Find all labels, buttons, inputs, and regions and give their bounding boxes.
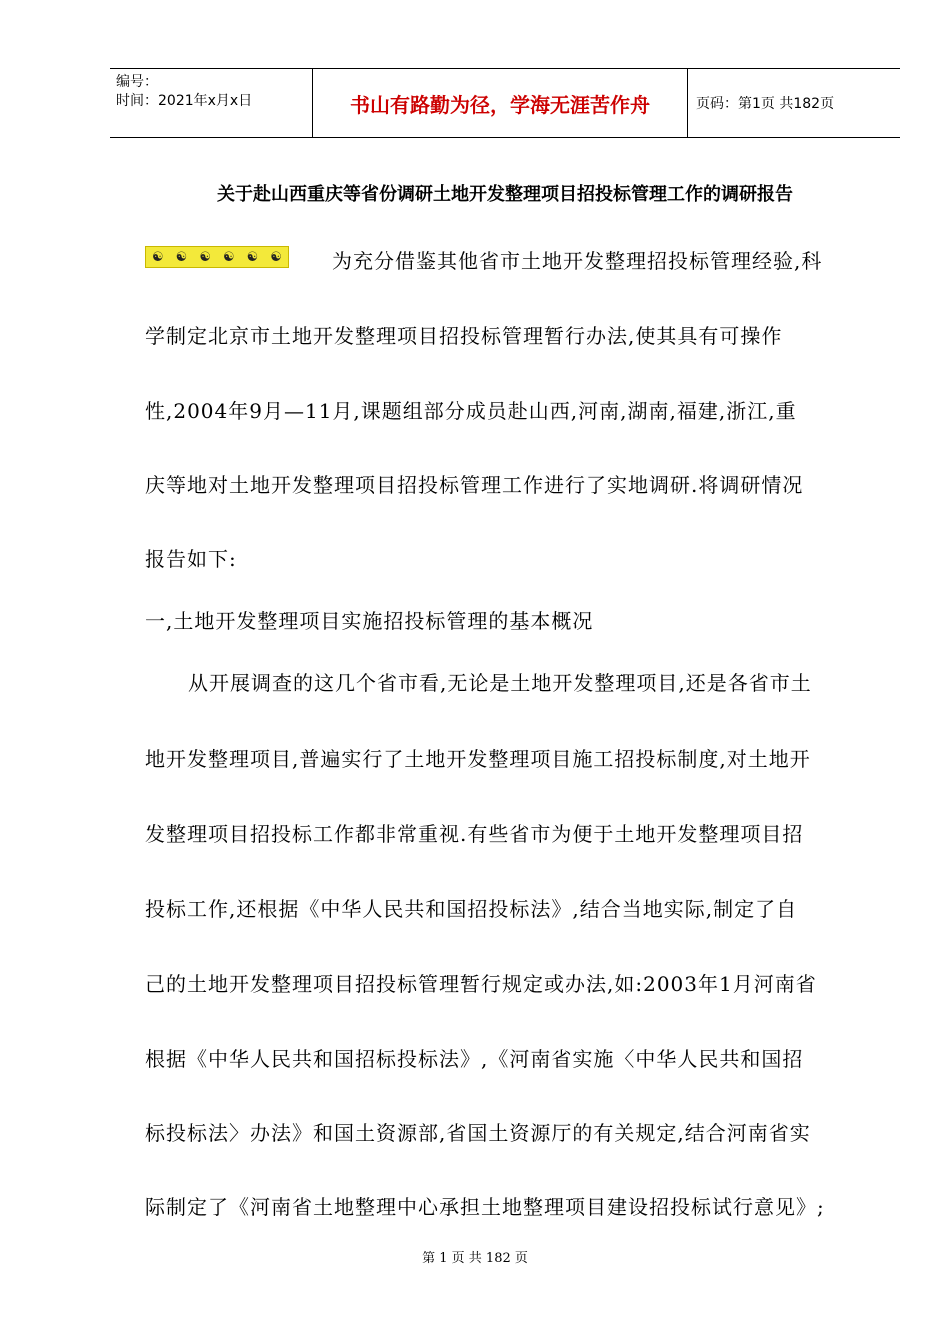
decor-icon: ☯ [222, 249, 235, 265]
body-line: 学制定北京市土地开发整理项目招投标管理暂行办法,使其具有可操作 [145, 324, 783, 348]
page-footer: 第 1 页 共 182 页 [422, 1251, 528, 1266]
header-motto: 书山有路勤为径，学海无涯苦作舟 [312, 69, 688, 137]
decor-icon: ☯ [175, 249, 188, 265]
body-line: 己的土地开发整理项目招投标管理暂行规定或办法,如:2003年1月河南省 [145, 972, 817, 996]
body-line: 地开发整理项目,普遍实行了土地开发整理项目施工招投标制度,对土地开 [145, 747, 811, 771]
header-meta [110, 69, 312, 137]
section-heading: 一,土地开发整理项目实施招投标管理的基本概况 [145, 609, 594, 633]
decor-icon: ☯ [199, 249, 211, 265]
header-page-info: 页码：第1页 共182页 [696, 96, 835, 112]
document-title: 关于赴山西重庆等省份调研土地开发整理项目招投标管理工作的调研报告 [217, 184, 793, 205]
decorative-icon-strip [145, 246, 289, 268]
decor-icon: ☯ [270, 249, 282, 265]
decor-icon: ☯ [246, 249, 259, 265]
number-label: 编号： [116, 74, 158, 90]
decor-icon: ☯ [152, 249, 164, 265]
body-line: 发整理项目招投标工作都非常重视.有些省市为便于土地开发整理项目招 [145, 822, 804, 846]
body-line: 庆等地对土地开发整理项目招投标管理工作进行了实地调研.将调研情况 [145, 473, 804, 497]
body-line: 为充分借鉴其他省市土地开发整理招投标管理经验,科 [332, 249, 823, 273]
header-table [110, 68, 900, 138]
time-label: 时间：2021年x月x日 [116, 93, 253, 109]
body-line: 投标工作,还根据《中华人民共和国招投标法》,结合当地实际,制定了自 [145, 897, 798, 921]
body-line: 从开展调查的这几个省市看,无论是土地开发整理项目,还是各省市土 [188, 671, 812, 695]
body-line: 根据《中华人民共和国招标投标法》,《河南省实施〈中华人民共和国招 [145, 1047, 804, 1071]
body-line: 报告如下: [145, 547, 237, 571]
body-line: 标投标法〉办法》和国土资源部,省国土资源厅的有关规定,结合河南省实 [145, 1121, 811, 1145]
body-line: 性,2004年9月—11月,课题组部分成员赴山西,河南,湖南,福建,浙江,重 [145, 399, 797, 423]
body-line: 际制定了《河南省土地整理中心承担土地整理项目建设招投标试行意见》; [145, 1195, 825, 1219]
